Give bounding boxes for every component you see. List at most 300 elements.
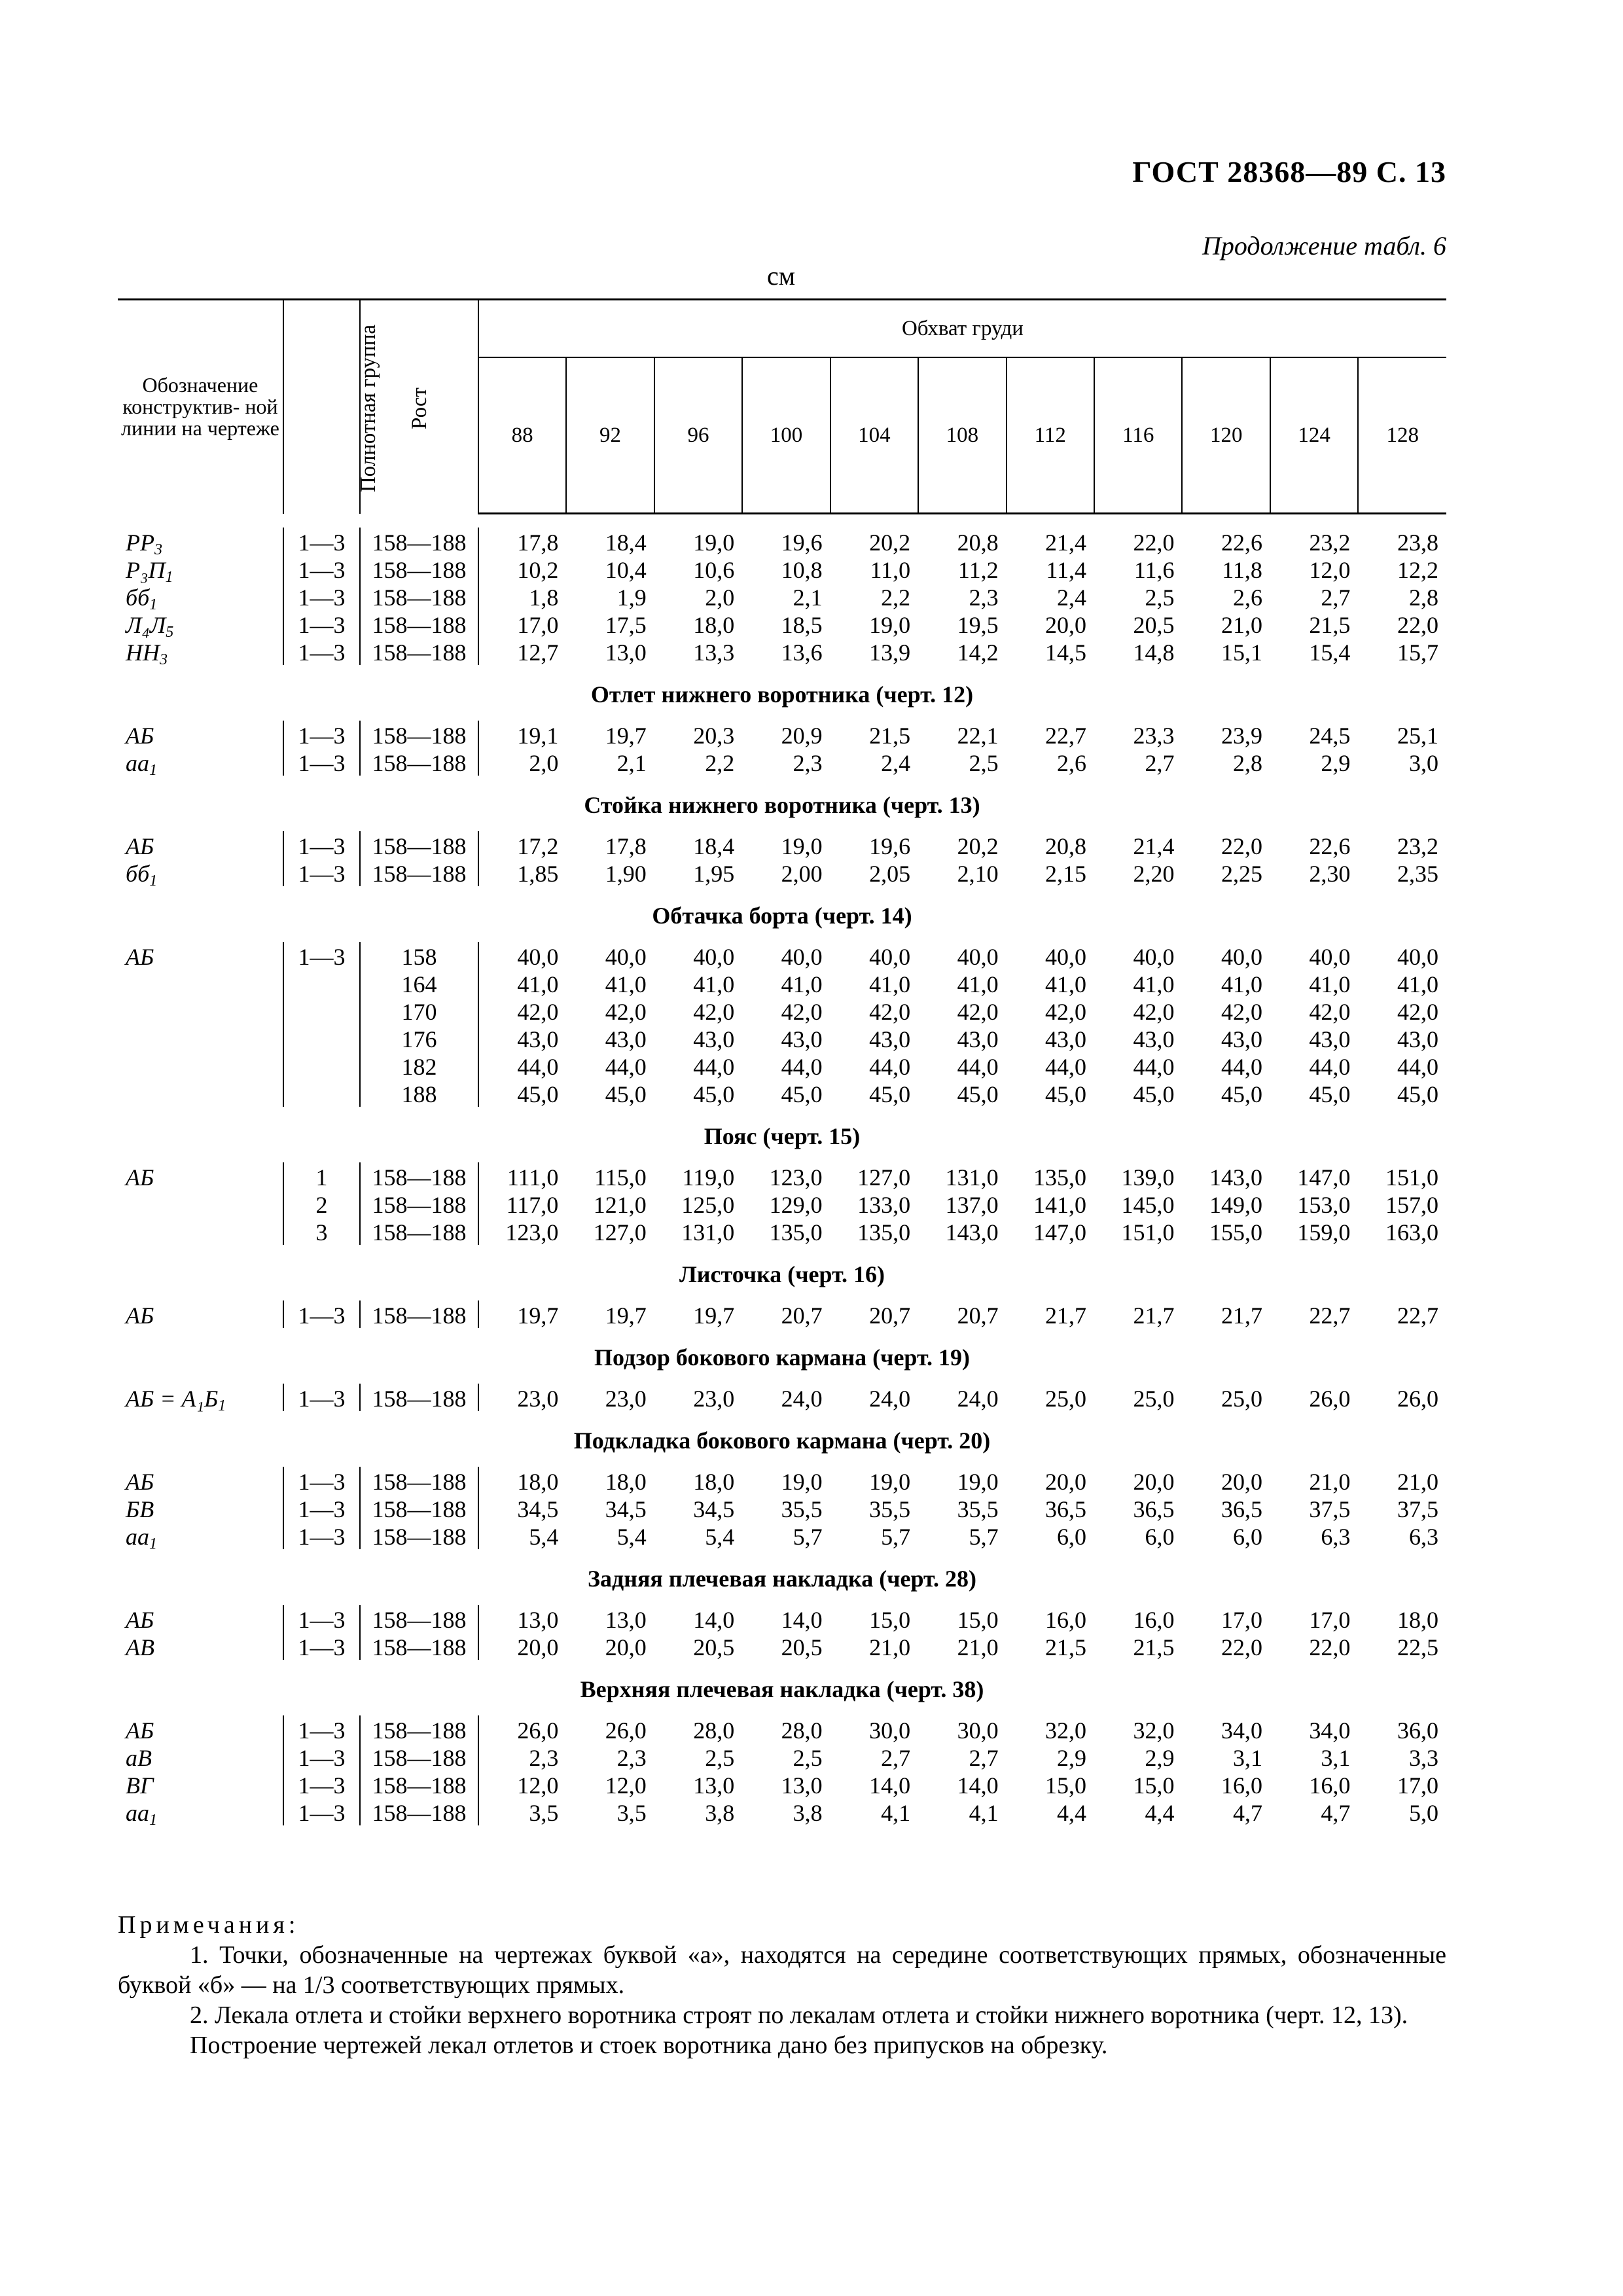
value-cell: 44,0 — [605, 1054, 647, 1080]
value-cell: 10,6 — [693, 557, 735, 583]
group-cell: 1—3 — [283, 1715, 360, 1743]
value-cell: 18,0 — [693, 1469, 735, 1495]
value-cell: 5,7 — [969, 1524, 999, 1550]
value-cell: 16,0 — [1309, 1772, 1351, 1799]
value-cell: 137,0 — [945, 1192, 999, 1218]
value-cell: 123,0 — [769, 1164, 823, 1191]
value-cell: 149,0 — [1209, 1192, 1262, 1218]
value-cell: 13,0 — [693, 1772, 735, 1799]
value-cell: 36,5 — [1133, 1496, 1175, 1522]
value-cell: 43,0 — [1309, 1026, 1351, 1052]
value-cell: 32,0 — [1133, 1717, 1175, 1744]
header-size: 112 — [1007, 357, 1094, 514]
designation-cell — [118, 555, 283, 586]
value-cell: 5,0 — [1409, 1800, 1438, 1826]
sizes-table — [118, 298, 1446, 1829]
value-cell: 3,8 — [793, 1800, 823, 1826]
value-cell: 3,1 — [1321, 1745, 1351, 1771]
value-cell: 18,4 — [605, 529, 647, 556]
section-title-row — [118, 665, 1446, 721]
value-cell: 2,9 — [1145, 1745, 1175, 1771]
header-size: 92 — [566, 357, 654, 514]
group-cell — [283, 1079, 360, 1107]
table-row — [118, 942, 1446, 969]
table-row — [118, 1743, 1446, 1770]
value-cell: 2,05 — [869, 861, 911, 887]
value-cell: 143,0 — [945, 1219, 999, 1246]
value-cell: 44,0 — [1221, 1054, 1262, 1080]
value-cell: 20,5 — [693, 1634, 735, 1660]
designation-cell — [118, 1605, 283, 1632]
value-cell: 20,8 — [957, 529, 999, 556]
value-cell: 19,7 — [605, 1302, 647, 1329]
value-cell: 15,7 — [1397, 639, 1438, 666]
value-cell: 45,0 — [869, 1081, 911, 1107]
value-cell: 135,0 — [1033, 1164, 1087, 1191]
value-cell: 41,0 — [1397, 971, 1438, 997]
value-cell: 18,0 — [693, 612, 735, 638]
height-cell: 158—188 — [360, 610, 478, 637]
value-cell: 22,0 — [1221, 833, 1262, 859]
value-cell: 36,5 — [1045, 1496, 1087, 1522]
height-cell: 158—188 — [360, 1743, 478, 1770]
value-cell: 17,0 — [1221, 1607, 1262, 1633]
value-cell: 32,0 — [1045, 1717, 1087, 1744]
value-cell: 28,0 — [781, 1717, 823, 1744]
section-title-row — [118, 1660, 1446, 1715]
group-cell: 1—3 — [283, 555, 360, 583]
value-cell: 23,8 — [1397, 529, 1438, 556]
designation-main: НН — [126, 639, 160, 666]
designation-cell — [118, 1079, 283, 1107]
value-cell: 3,1 — [1232, 1745, 1262, 1771]
height-cell: 158—188 — [360, 721, 478, 748]
value-cell: 3,8 — [705, 1800, 735, 1826]
designation-main: Л₄Л — [126, 612, 166, 638]
value-cell: 143,0 — [1209, 1164, 1262, 1191]
value-cell: 151,0 — [1121, 1219, 1175, 1246]
designation-subscript: 1 — [149, 762, 157, 779]
value-cell: 4,4 — [1145, 1800, 1175, 1826]
value-cell: 41,0 — [781, 971, 823, 997]
designation-main: аа — [126, 1800, 149, 1826]
value-cell: 42,0 — [869, 999, 911, 1025]
value-cell: 18,4 — [693, 833, 735, 859]
value-cell: 40,0 — [1045, 944, 1087, 970]
value-cell: 18,0 — [605, 1469, 647, 1495]
value-cell: 17,5 — [605, 612, 647, 638]
table-row — [118, 721, 1446, 748]
designation-cell — [118, 969, 283, 997]
table-row — [118, 637, 1446, 665]
value-cell: 42,0 — [1133, 999, 1175, 1025]
value-cell: 2,3 — [793, 750, 823, 776]
value-cell: 14,8 — [1133, 639, 1175, 666]
table-body — [118, 514, 1446, 1829]
table-row — [118, 1632, 1446, 1660]
value-cell: 5,7 — [881, 1524, 911, 1550]
height-cell: 158—188 — [360, 1494, 478, 1522]
value-cell: 5,4 — [705, 1524, 735, 1550]
value-cell: 2,30 — [1309, 861, 1351, 887]
value-cell: 6,3 — [1321, 1524, 1351, 1550]
value-cell: 3,5 — [616, 1800, 647, 1826]
group-cell: 1—3 — [283, 1522, 360, 1549]
group-cell: 1—3 — [283, 1467, 360, 1494]
designation-cell — [118, 1743, 283, 1770]
value-cell: 25,1 — [1397, 723, 1438, 749]
designation-main: АБ — [126, 1607, 154, 1633]
value-cell: 16,0 — [1221, 1772, 1262, 1799]
value-cell: 2,20 — [1133, 861, 1175, 887]
value-cell: 22,7 — [1045, 723, 1087, 749]
value-cell: 145,0 — [1121, 1192, 1175, 1218]
value-cell: 21,5 — [869, 723, 911, 749]
designation-main: АБ — [126, 833, 154, 859]
value-cell: 37,5 — [1309, 1496, 1351, 1522]
designation-main: бб — [126, 584, 150, 611]
value-cell: 20,7 — [957, 1302, 999, 1329]
value-cell: 16,0 — [1133, 1607, 1175, 1633]
value-cell: 22,5 — [1397, 1634, 1438, 1660]
value-cell: 42,0 — [1397, 999, 1438, 1025]
value-cell: 41,0 — [1133, 971, 1175, 997]
value-cell: 19,1 — [478, 721, 566, 748]
value-cell: 43,0 — [869, 1026, 911, 1052]
value-cell: 2,3 — [969, 584, 999, 611]
height-cell: 158—188 — [360, 1300, 478, 1328]
value-cell: 34,5 — [478, 1494, 566, 1522]
group-cell — [283, 997, 360, 1024]
height-cell: 158—188 — [360, 1162, 478, 1190]
value-cell: 1,85 — [478, 859, 566, 886]
designation-cell — [118, 528, 283, 558]
value-cell: 2,0 — [705, 584, 735, 611]
value-cell: 21,5 — [1045, 1634, 1087, 1660]
value-cell: 121,0 — [593, 1192, 647, 1218]
value-cell: 18,0 — [1397, 1607, 1438, 1633]
header-size: 104 — [830, 357, 918, 514]
height-cell: 158—188 — [360, 831, 478, 859]
value-cell: 25,0 — [1133, 1386, 1175, 1412]
value-cell: 36,0 — [1397, 1717, 1438, 1744]
value-cell: 18,5 — [781, 612, 823, 638]
designation-cell — [118, 942, 283, 969]
value-cell: 25,0 — [1045, 1386, 1087, 1412]
value-cell: 42,0 — [1309, 999, 1351, 1025]
table-row — [118, 997, 1446, 1024]
header-designation: Обозначение конструктив- ной линии на чертеже — [118, 300, 283, 514]
value-cell: 23,9 — [1221, 723, 1262, 749]
section-title: Задняя плечевая накладка (черт. 28) — [588, 1566, 976, 1592]
value-cell: 11,8 — [1222, 557, 1262, 583]
value-cell: 3,5 — [478, 1798, 566, 1825]
value-cell: 20,0 — [478, 1632, 566, 1660]
table-continuation: Продолжение табл. 6 — [1202, 231, 1446, 260]
value-cell: 42,0 — [1221, 999, 1262, 1025]
designation-subscript: 1 — [165, 569, 173, 586]
designation-cell — [118, 1052, 283, 1079]
value-cell: 41,0 — [478, 969, 566, 997]
value-cell: 18,0 — [478, 1467, 566, 1494]
value-cell: 22,0 — [1397, 612, 1438, 638]
value-cell: 6,3 — [1409, 1524, 1438, 1550]
value-cell: 1,9 — [616, 584, 647, 611]
value-cell: 45,0 — [1397, 1081, 1438, 1107]
group-cell: 1—3 — [283, 1743, 360, 1770]
value-cell: 40,0 — [478, 942, 566, 969]
value-cell: 13,9 — [869, 639, 911, 666]
section-title-row — [118, 1107, 1446, 1162]
value-cell: 40,0 — [957, 944, 999, 970]
value-cell: 37,5 — [1397, 1496, 1438, 1522]
table-row — [118, 1052, 1446, 1079]
table-row — [118, 583, 1446, 610]
value-cell: 2,6 — [1057, 750, 1087, 776]
designation-subscript: 1 — [149, 1535, 157, 1552]
value-cell: 30,0 — [869, 1717, 911, 1744]
value-cell: 15,0 — [1045, 1772, 1087, 1799]
value-cell: 12,7 — [478, 637, 566, 665]
value-cell: 43,0 — [957, 1026, 999, 1052]
group-cell: 1—3 — [283, 637, 360, 665]
group-cell: 1—3 — [283, 610, 360, 637]
section-title: Стойка нижнего воротника (черт. 13) — [584, 792, 980, 818]
unit-label: см — [767, 261, 796, 291]
value-cell: 23,0 — [478, 1384, 566, 1411]
note-1: 1. Точки, обозначенные на чертежах буквой «а», находятся на середине соответствующих прямых, обозначенные буквой «б» — на 1/3 соответствующих прямых. — [118, 1941, 1446, 1999]
header-group-label: Полнотная группа — [357, 324, 381, 492]
value-cell: 14,0 — [781, 1607, 823, 1633]
value-cell: 2,15 — [1045, 861, 1087, 887]
value-cell: 2,10 — [957, 861, 999, 887]
value-cell: 24,0 — [957, 1386, 999, 1412]
value-cell: 26,0 — [1309, 1386, 1351, 1412]
value-cell: 35,5 — [957, 1496, 999, 1522]
value-cell: 21,0 — [869, 1634, 911, 1660]
value-cell: 20,0 — [1045, 1469, 1087, 1495]
value-cell: 17,8 — [478, 528, 566, 555]
table-row — [118, 1522, 1446, 1549]
value-cell: 43,0 — [693, 1026, 735, 1052]
value-cell: 2,8 — [1409, 584, 1438, 611]
table-row — [118, 528, 1446, 555]
value-cell: 30,0 — [957, 1717, 999, 1744]
height-cell: 158—188 — [360, 1522, 478, 1549]
designation-main: АБ — [126, 723, 154, 749]
value-cell: 21,4 — [1045, 529, 1087, 556]
value-cell: 41,0 — [957, 971, 999, 997]
header-chest: Обхват груди — [478, 300, 1446, 358]
value-cell: 11,2 — [957, 557, 999, 583]
value-cell: 20,0 — [1133, 1469, 1175, 1495]
value-cell: 21,0 — [1221, 612, 1262, 638]
value-cell: 20,5 — [781, 1634, 823, 1660]
value-cell: 12,2 — [1397, 557, 1438, 583]
designation-cell — [118, 1217, 283, 1245]
value-cell: 12,0 — [605, 1772, 647, 1799]
section-title: Пояс (черт. 15) — [704, 1123, 861, 1149]
value-cell: 19,5 — [957, 612, 999, 638]
value-cell: 3,0 — [1409, 750, 1438, 776]
value-cell: 123,0 — [478, 1217, 566, 1245]
section-title-row — [118, 1411, 1446, 1467]
value-cell: 19,7 — [478, 1300, 566, 1328]
value-cell: 1,95 — [693, 861, 735, 887]
height-cell: 158—188 — [360, 1715, 478, 1743]
value-cell: 19,0 — [869, 612, 911, 638]
table-row — [118, 1467, 1446, 1494]
group-cell: 1—3 — [283, 1300, 360, 1328]
designation-cell — [118, 748, 283, 779]
height-cell: 158—188 — [360, 583, 478, 610]
section-title-row — [118, 886, 1446, 942]
value-cell: 11,4 — [1046, 557, 1087, 583]
table-row — [118, 1384, 1446, 1411]
value-cell: 20,8 — [1045, 833, 1087, 859]
designation-main: РР — [126, 529, 154, 556]
designation-cell — [118, 610, 283, 641]
value-cell: 117,0 — [478, 1190, 566, 1217]
value-cell: 19,7 — [605, 723, 647, 749]
designation-cell — [118, 637, 283, 668]
designation-main: БВ — [126, 1496, 154, 1522]
height-cell: 158—188 — [360, 1605, 478, 1632]
value-cell: 44,0 — [1133, 1054, 1175, 1080]
value-cell: 10,4 — [605, 557, 647, 583]
value-cell: 12,0 — [478, 1770, 566, 1798]
designation-cell — [118, 1632, 283, 1660]
table-row — [118, 1024, 1446, 1052]
table-row — [118, 859, 1446, 886]
designation-main: АБ — [126, 1717, 154, 1744]
value-cell: 21,0 — [957, 1634, 999, 1660]
group-cell: 1 — [283, 1162, 360, 1190]
value-cell: 42,0 — [957, 999, 999, 1025]
value-cell: 44,0 — [1309, 1054, 1351, 1080]
value-cell: 45,0 — [1133, 1081, 1175, 1107]
value-cell: 20,0 — [605, 1634, 647, 1660]
value-cell: 147,0 — [1297, 1164, 1351, 1191]
value-cell: 16,0 — [1045, 1607, 1087, 1633]
value-cell: 22,0 — [1309, 1634, 1351, 1660]
group-cell — [283, 1024, 360, 1052]
designation-cell — [118, 1522, 283, 1552]
value-cell: 2,3 — [616, 1745, 647, 1771]
value-cell: 40,0 — [781, 944, 823, 970]
group-cell: 1—3 — [283, 1605, 360, 1632]
table-row — [118, 1079, 1446, 1107]
value-cell: 34,5 — [693, 1496, 735, 1522]
notes — [118, 1910, 1446, 2060]
value-cell: 45,0 — [1221, 1081, 1262, 1107]
value-cell: 34,5 — [605, 1496, 647, 1522]
designation-cell — [118, 1384, 283, 1414]
group-cell: 1—3 — [283, 1384, 360, 1411]
value-cell: 11,0 — [870, 557, 911, 583]
value-cell: 155,0 — [1209, 1219, 1262, 1246]
value-cell: 42,0 — [1045, 999, 1087, 1025]
value-cell: 2,7 — [969, 1745, 999, 1771]
value-cell: 14,5 — [1045, 639, 1087, 666]
table-row — [118, 1715, 1446, 1743]
value-cell: 159,0 — [1297, 1219, 1351, 1246]
value-cell: 4,7 — [1232, 1800, 1262, 1826]
value-cell: 151,0 — [1385, 1164, 1438, 1191]
value-cell: 157,0 — [1385, 1192, 1438, 1218]
designation-main: аВ — [126, 1745, 152, 1771]
section-title: Подзор бокового кармана (черт. 19) — [594, 1344, 970, 1371]
designation-main: АБ = А₁Б — [126, 1386, 219, 1412]
value-cell: 23,0 — [605, 1386, 647, 1412]
value-cell: 22,6 — [1221, 529, 1262, 556]
value-cell: 127,0 — [593, 1219, 647, 1246]
value-cell: 12,0 — [1309, 557, 1351, 583]
section-title: Верхняя плечевая накладка (черт. 38) — [580, 1676, 984, 1702]
value-cell: 40,0 — [693, 944, 735, 970]
designation-cell — [118, 1770, 283, 1798]
value-cell: 133,0 — [857, 1192, 911, 1218]
section-title: Подкладка бокового кармана (черт. 20) — [573, 1427, 991, 1454]
height-cell: 176 — [360, 1024, 478, 1052]
value-cell: 40,0 — [1133, 944, 1175, 970]
height-cell: 188 — [360, 1079, 478, 1107]
table-row — [118, 1300, 1446, 1328]
header-size: 96 — [654, 357, 742, 514]
height-cell: 158—188 — [360, 1384, 478, 1411]
height-cell: 158 — [360, 942, 478, 969]
value-cell: 23,3 — [1133, 723, 1175, 749]
value-cell: 19,0 — [957, 1469, 999, 1495]
value-cell: 2,25 — [1221, 861, 1262, 887]
header-size: 108 — [918, 357, 1006, 514]
group-cell: 2 — [283, 1190, 360, 1217]
value-cell: 19,6 — [781, 529, 823, 556]
height-cell: 170 — [360, 997, 478, 1024]
value-cell: 17,0 — [478, 610, 566, 637]
value-cell: 34,0 — [1221, 1717, 1262, 1744]
value-cell: 42,0 — [693, 999, 735, 1025]
value-cell: 139,0 — [1121, 1164, 1175, 1191]
height-cell: 158—188 — [360, 1467, 478, 1494]
table-row — [118, 1605, 1446, 1632]
section-title-row — [118, 776, 1446, 831]
designation-main: АВ — [126, 1634, 154, 1660]
value-cell: 45,0 — [605, 1081, 647, 1107]
designation-main: Р₃П — [126, 557, 166, 583]
designation-cell — [118, 1190, 283, 1217]
value-cell: 41,0 — [1045, 971, 1087, 997]
designation-main: АБ — [126, 1469, 154, 1495]
note-2: 2. Лекала отлета и стойки верхнего воротника строят по лекалам отлета и стойки нижнего воротника (черт. 12, 13). — [190, 2001, 1408, 2029]
value-cell: 40,0 — [605, 944, 647, 970]
table-row — [118, 748, 1446, 776]
group-cell: 1—3 — [283, 1632, 360, 1660]
value-cell: 125,0 — [681, 1192, 735, 1218]
value-cell: 43,0 — [781, 1026, 823, 1052]
value-cell: 40,0 — [1221, 944, 1262, 970]
value-cell: 43,0 — [1133, 1026, 1175, 1052]
value-cell: 10,2 — [478, 555, 566, 583]
value-cell: 2,4 — [881, 750, 911, 776]
value-cell: 135,0 — [769, 1219, 823, 1246]
height-cell: 182 — [360, 1052, 478, 1079]
value-cell: 25,0 — [1221, 1386, 1262, 1412]
value-cell: 21,7 — [1221, 1302, 1262, 1329]
value-cell: 26,0 — [605, 1717, 647, 1744]
value-cell: 15,1 — [1221, 639, 1262, 666]
group-cell: 3 — [283, 1217, 360, 1245]
